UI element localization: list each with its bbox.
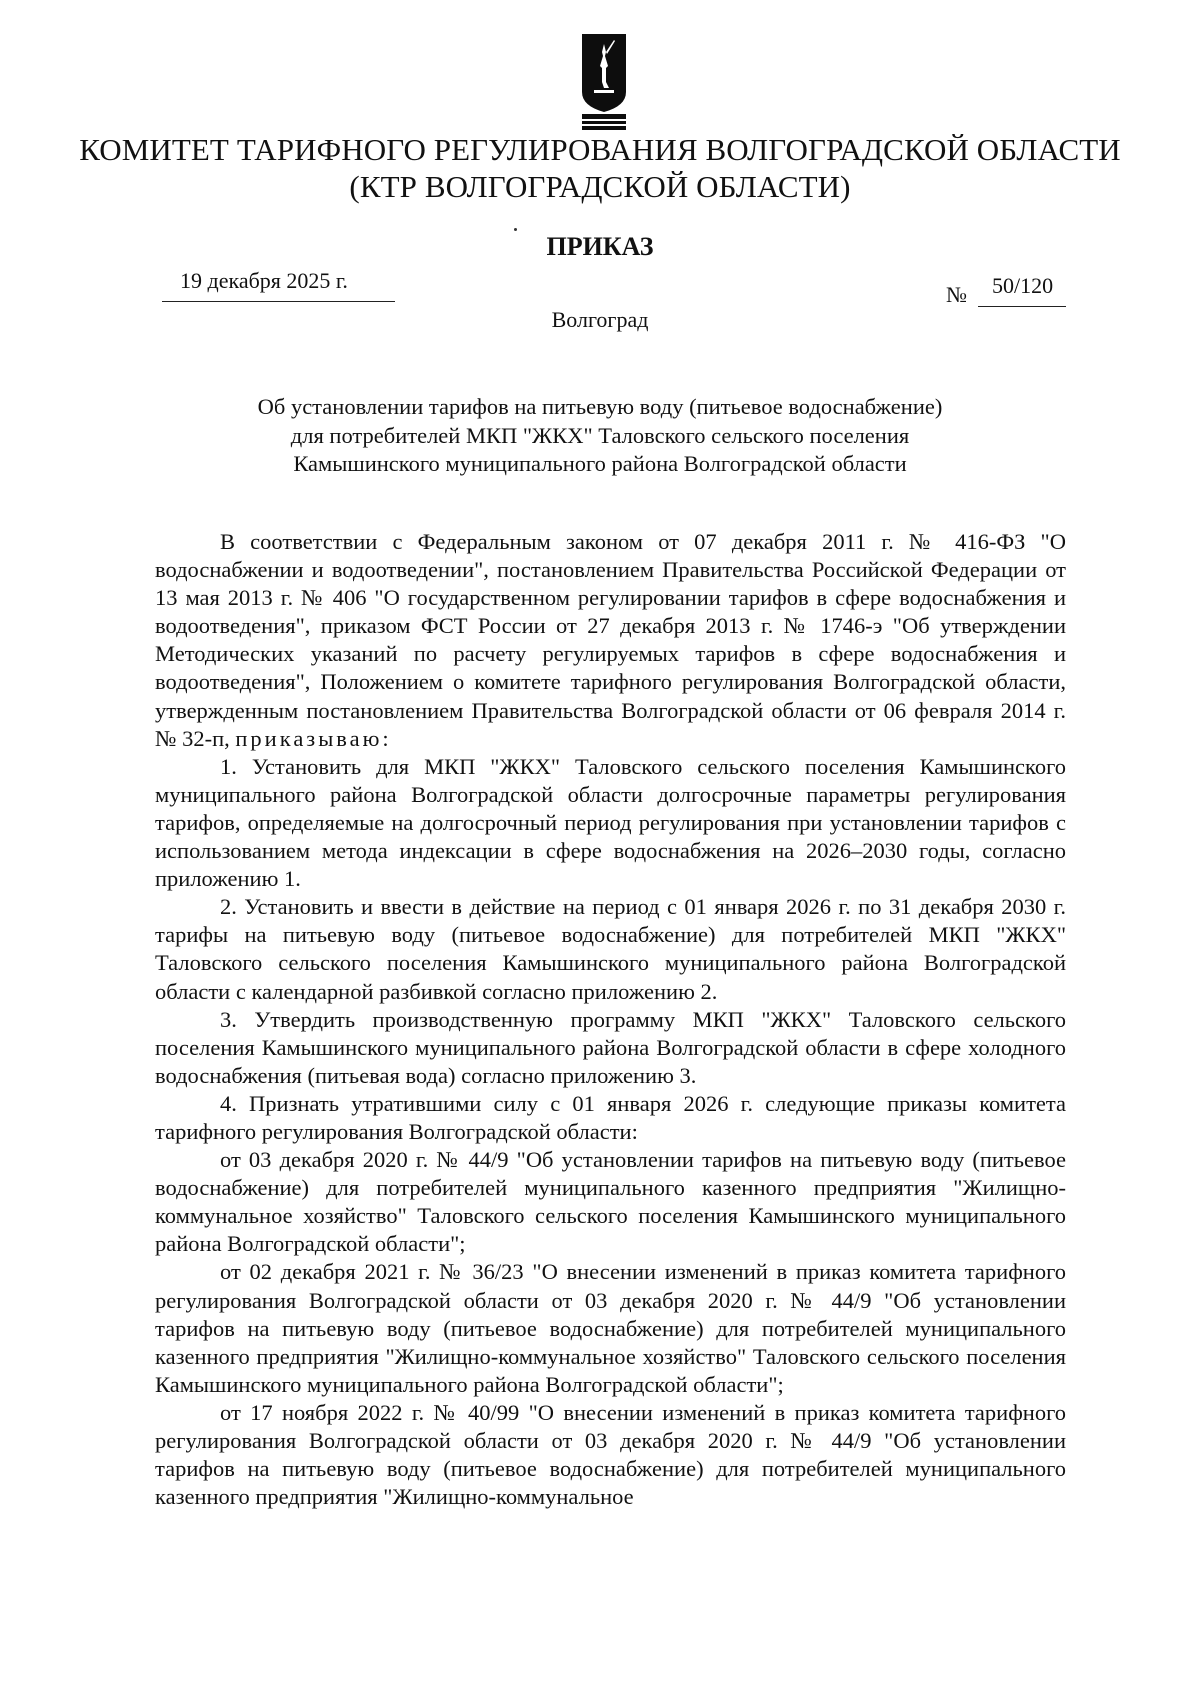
volgograd-coat-of-arms-icon [580,32,628,132]
order-word: приказываю: [235,725,392,751]
document-date: 19 декабря 2025 г. [180,268,348,293]
document-type-title: ПРИКАЗ [546,232,654,261]
preamble-paragraph [155,528,1066,753]
number-sign: № [946,282,967,307]
document-body [155,528,1066,1511]
subject-line: Об установлении тарифов на питьевую воду (питьевое водоснабжение) [257,394,943,419]
document-subject [0,393,1200,479]
order-item-2: 2. Установить и ввести в действие на период с 01 января 2026 г. по 31 декабря 2030 г. тарифы на питьевую воду (питьевое водоснабжение) для потребителей МКП "ЖКХ" Таловского сельского поселения Камышинского муниципального района Волгоградской области с календарной разбивкой согласно приложению 2. [155,894,1066,1004]
order-item-1: 1. Установить для МКП "ЖКХ" Таловского сельского поселения Камышинского муниципального района Волгоградской области долгосрочные параметры регулирования тарифов, определяемые на долгосрочный период регулирования при установлении тарифов с использованием метода индексации в сфере водоснабжения на 2026–2030 годы, согласно приложению 1. [155,753,1066,892]
order-item-4: 4. Признать утратившими силу с 01 января 2026 г. следующие приказы комитета тарифного регулирования Волгоградской области: [155,1090,1066,1144]
document-city: Волгоград [551,307,649,332]
repealed-order-1: от 03 декабря 2020 г. № 44/9 "Об установлении тарифов на питьевую воду (питьевое водоснабжение) для потребителей муниципального казенного предприятия "Жилищно-коммунальное хозяйство" Таловского сельского поселения Камышинского муниципального района Волгоградской области"; [155,1147,1066,1257]
organization-short-name: (КТР ВОЛГОГРАДСКОЙ ОБЛАСТИ) [349,169,851,204]
order-item-3: 3. Утвердить производственную программу МКП "ЖКХ" Таловского сельского поселения Камышинского муниципального района Волгоградской области в сфере холодного водоснабжения (питьевая вода) согласно приложению 3. [155,1006,1066,1088]
document-number: 50/120 [992,273,1054,298]
scan-dot-mark [514,228,517,231]
subject-line: для потребителей МКП "ЖКХ" Таловского сельского поселения [290,422,910,448]
repealed-order-3: от 17 ноября 2022 г. № 40/99 "О внесении изменений в приказ комитета тарифного регулирования Волгоградской области от 03 декабря 2020 г. № 44/9 "Об установлении тарифов на питьевую воду (питьевое водоснабжение) для потребителей муниципального казенного предприятия "Жилищно-коммунальное [155,1399,1066,1510]
date-underline [162,301,395,302]
preamble-text: В соответствии с Федеральным законом от 07 декабря 2011 г. № 416-ФЗ "О водоснабжении и водоотведении", постановлением Правительства Российской Федерации от 13 мая 2013 г. № 406 "О государственном регулировании тарифов в сфере водоснабжения и водоотведения", приказом ФСТ России от 27 декабря 2013 г. № 1746-э "Об утверждении Методических указаний по расчету регулируемых тарифов в сфере водоснабжения и водоотведения", Положением о комитете тарифного регулирования Волгоградской области, утвержденным постановлением Правительства Волгоградской области от 06 февраля 2014 г. № 32-п, [155,529,1066,751]
repealed-order-2: от 02 декабря 2021 г. № 36/23 "О внесении изменений в приказ комитета тарифного регулирования Волгоградской области от 03 декабря 2020 г. № 44/9 "Об установлении тарифов на питьевую воду (питьевое водоснабжение) для потребителей муниципального казенного предприятия "Жилищно-коммунальное хозяйство" Таловского сельского поселения Камышинского муниципального района Волгоградской области"; [155,1259,1066,1397]
subject-line: Камышинского муниципального района Волгоградской области [293,451,907,476]
organization-name: КОМИТЕТ ТАРИФНОГО РЕГУЛИРОВАНИЯ ВОЛГОГРАДСКОЙ ОБЛАСТИ [79,132,1121,167]
